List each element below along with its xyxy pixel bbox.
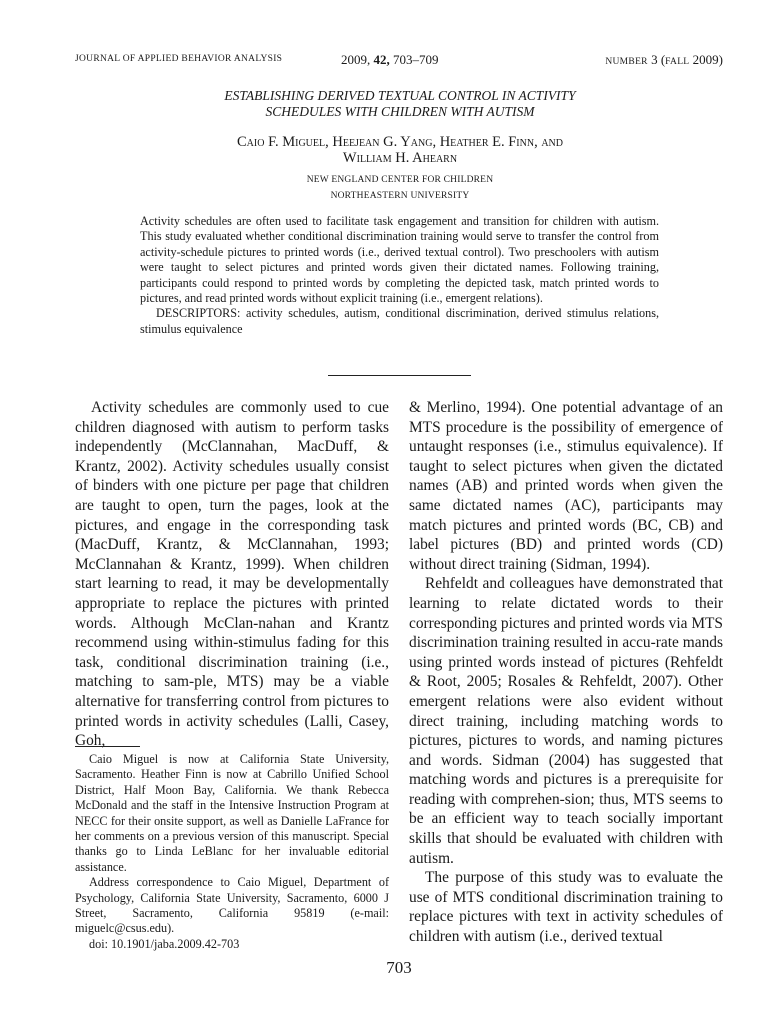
page-range: 703–709 — [393, 52, 439, 67]
body-paragraph: The purpose of this study was to evaluate the use of MTS conditional discrimination training to replace pictures with text in activity schedules of children with autism (i.e., derived textual — [409, 869, 723, 946]
author-list — [120, 134, 680, 166]
number-label: NUMBER — [605, 57, 648, 67]
running-head — [75, 52, 723, 70]
body-paragraph: & Merlino, 1994). One potential advantage of an MTS procedure is the possibility of emergence of untaught responses (i.e., stimulus equivalence). If taught to select pictures when given the dictated names (AB) and printed words when given the same dictated names (AC), participants may match pictures and printed words (BC, CB) and label pictures (BD) and printed words (CD) without direct training (Sidman, 1994). — [409, 399, 723, 573]
abstract — [140, 214, 659, 337]
footnote-acknowledgments: Caio Miguel is now at California State University, Sacramento. Heather Finn is now at Cabrillo Unified School District, Half Moon Bay, California. We thank Rebecca McDonald and the staff in the Intensive Instruction Program at NECC for their onsite support, as well as Danielle LaFrance for her comments on a previous version of this manuscript. Special thanks go to Linda LeBlanc for her invaluable editorial assistance. — [75, 752, 389, 874]
volume-info — [341, 52, 439, 68]
journal-name: JOURNAL OF APPLIED BEHAVIOR ANALYSIS — [75, 54, 283, 64]
authors-line-2: William H. Ahearn — [342, 150, 458, 166]
body-paragraph: Activity schedules are commonly used to cue children diagnosed with autism to perform tasks independently (McClannahan, MacDuff, & Krantz, 2002). Activity schedules usually consist of binders with one picture per page that children are taught to open, turn the pages, look at the pictures, and engage in the corresponding task (MacDuff, Krantz, & McClannahan, 1993; McClannahan & Krantz, 1999). When children start learning to read, it may be developmentally appropriate to replace the pictures with printed words. Although McClan-nahan and Krantz recommend using within-stimulus fading for this task, conditional discrimination training (i.e., matching to sam-ple, MTS) may be a viable alternative for transferring control from pictures to printed words in activity schedules (Lalli, Casey, Goh, — [75, 399, 389, 750]
affiliation — [120, 172, 680, 204]
abstract-text: Activity schedules are often used to facilitate task engagement and transition for children with autism. This study evaluated whether conditional discrimination training would serve to transfer the control from activity-schedule pictures to printed words (i.e., derived textual control). Two preschoolers with autism were taught to select pictures and printed words given their dictated names. Following training, participants could respond to printed words by completing the depicted task, match printed words to pictures, and read printed words without explicit training (i.e., emergent relations). — [140, 214, 659, 306]
footnote-doi: doi: 10.1901/jaba.2009.42-703 — [89, 936, 240, 951]
title-line-1: ESTABLISHING DERIVED TEXTUAL CONTROL IN ACTIVITY — [224, 88, 576, 103]
number-value: 3 — [651, 52, 658, 67]
issue-prefix: ( — [660, 52, 666, 67]
body-paragraph: Rehfeldt and colleagues have demonstrated that learning to relate dictated words to their corresponding pictures and printed words via MTS discrimination training resulted in accu-rate mands using printed words instead of pictures (Rehfeldt & Root, 2005; Rosales & Rehfeldt, 2007). Other emergent relations were also evident without direct training, including matching words to pictures, pictures to words, and naming pictures and words. Sidman (2004) has suggested that matching words and pictures is a prerequisite for reading with comprehen-sion; thus, MTS seems to be an efficient way to teach socially important skills that should be evaluated with children with autism. — [409, 575, 723, 867]
body-column-right — [409, 398, 723, 947]
volume: 42, — [373, 52, 390, 67]
body-column-left — [75, 398, 389, 751]
issue-season: FALL — [665, 57, 690, 67]
year: 2009, — [341, 52, 371, 67]
section-divider — [328, 375, 471, 376]
descriptors: DESCRIPTORS: activity schedules, autism, conditional discrimination, derived stimulus relations, stimulus equivalence — [140, 306, 659, 336]
footnote-divider — [75, 746, 140, 747]
footnote-correspondence: Address correspondence to Caio Miguel, Department of Psychology, California State University, Sacramento, 6000 J Street, Sacramento, California 95819 (e-mail: miguelc@csus.edu). — [75, 875, 389, 936]
issue-info — [605, 52, 723, 68]
title-line-2: SCHEDULES WITH CHILDREN WITH AUTISM — [265, 104, 535, 119]
article-title — [120, 88, 680, 120]
affiliation-line-1: NEW ENGLAND CENTER FOR CHILDREN — [306, 175, 494, 185]
page-number: 703 — [386, 958, 412, 977]
authors-line-1: Caio F. Miguel, Heejean G. Yang, Heather E. Finn, and — [237, 134, 563, 150]
affiliation-line-2: NORTHEASTERN UNIVERSITY — [330, 191, 470, 201]
footnotes — [75, 752, 389, 952]
issue-year: 2009) — [692, 52, 723, 67]
